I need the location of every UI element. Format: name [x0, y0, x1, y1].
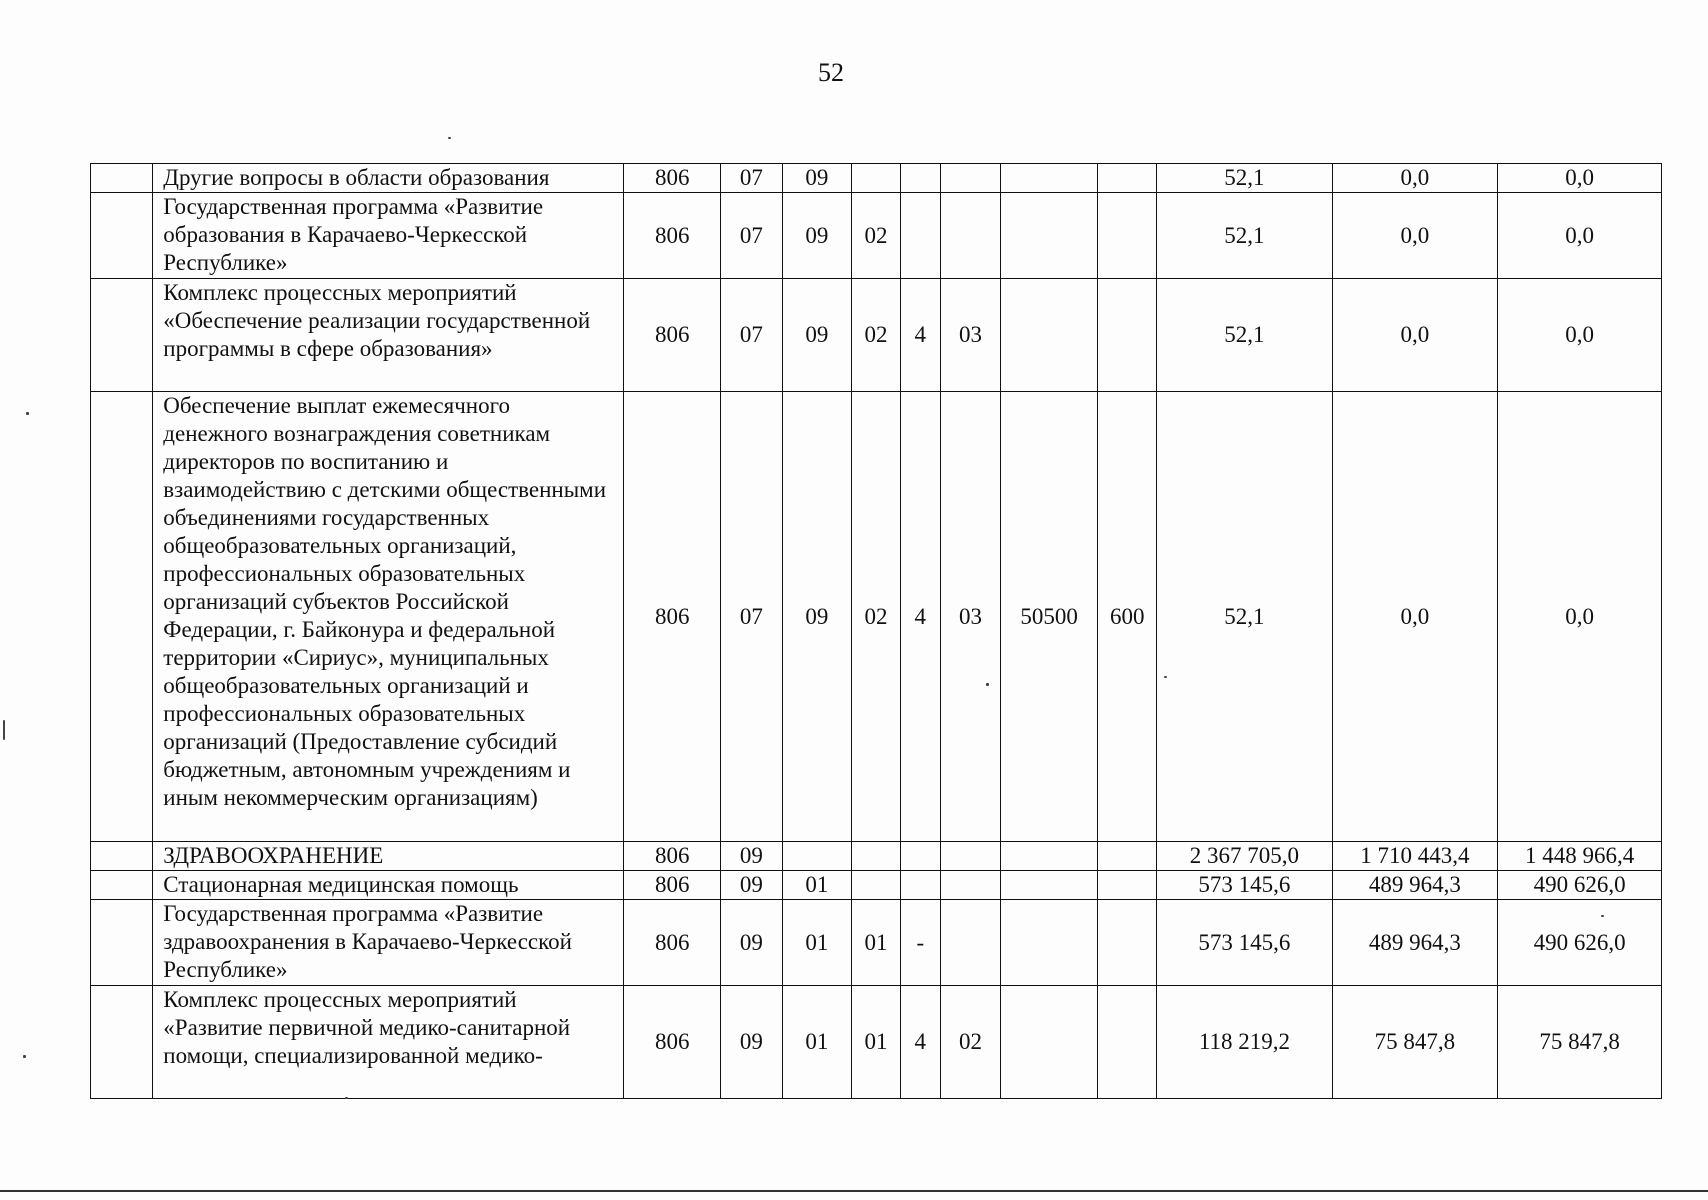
- budget-table: [90, 163, 1662, 1099]
- row-name-cell: ЗДРАВООХРАНЕНИЕ: [153, 842, 624, 871]
- scan-dot: [3, 720, 5, 740]
- code-cell-c2: 09: [721, 871, 782, 900]
- scan-dot: [1601, 915, 1604, 917]
- code-cell-c3: [782, 842, 852, 871]
- row-name-cell: Обеспечение выплат ежемесячного денежного вознаграждения советникам директоров по воспитанию и взаимодействию с детскими общественными объединениями государственных общеобразовательных организаций, профессиональных образовательных организаций субъектов Российской Федерации, г. Байконура и федеральной территории «Сириус», муниципальных общеобразовательных организаций и профессиональных образовательных организаций (Предоставление субсидий бюджетным, автономным учреждениям и иным некоммерческим организациям): [153, 392, 624, 842]
- code-cell-c2: 07: [721, 392, 782, 842]
- code-cell-c3: 09: [782, 279, 852, 392]
- amount-cell-v2: 0,0: [1332, 392, 1498, 842]
- table-row: [91, 279, 1662, 392]
- code-cell-c8: [1098, 871, 1157, 900]
- amount-cell-v2: 0,0: [1332, 164, 1498, 193]
- code-cell-c2: 07: [721, 279, 782, 392]
- code-cell-c8: [1098, 164, 1157, 193]
- amount-cell-v1: 118 219,2: [1157, 986, 1332, 1099]
- code-cell-c5: [900, 164, 940, 193]
- row-index-cell: [91, 193, 153, 279]
- code-cell-c7: [1001, 279, 1098, 392]
- code-cell-c2: 09: [721, 842, 782, 871]
- code-cell-c5: 4: [900, 986, 940, 1099]
- code-cell-c1: 806: [624, 986, 721, 1099]
- code-cell-c1: 806: [624, 279, 721, 392]
- amount-cell-v1: 52,1: [1157, 164, 1332, 193]
- code-cell-c1: 806: [624, 842, 721, 871]
- code-cell-c1: 806: [624, 392, 721, 842]
- amount-cell-v2: 0,0: [1332, 279, 1498, 392]
- scan-dot: [1164, 676, 1167, 678]
- amount-cell-v3: 490 626,0: [1498, 900, 1662, 986]
- code-cell-c3: 09: [782, 392, 852, 842]
- code-cell-c2: 09: [721, 986, 782, 1099]
- scan-dot: [26, 412, 29, 415]
- code-cell-c1: 806: [624, 164, 721, 193]
- row-index-cell: [91, 871, 153, 900]
- code-cell-c4: [852, 842, 901, 871]
- row-index-cell: [91, 986, 153, 1099]
- amount-cell-v1: 2 367 705,0: [1157, 842, 1332, 871]
- table-row: [91, 871, 1662, 900]
- code-cell-c1: 806: [624, 193, 721, 279]
- amount-cell-v3: 490 626,0: [1498, 871, 1662, 900]
- code-cell-c6: 02: [940, 986, 1000, 1099]
- code-cell-c3: 01: [782, 900, 852, 986]
- code-cell-c5: [900, 193, 940, 279]
- code-cell-c4: 01: [852, 986, 901, 1099]
- amount-cell-v3: 0,0: [1498, 193, 1662, 279]
- code-cell-c3: 09: [782, 164, 852, 193]
- code-cell-c4: 02: [852, 193, 901, 279]
- code-cell-c8: [1098, 842, 1157, 871]
- code-cell-c4: 02: [852, 392, 901, 842]
- code-cell-c5: [900, 842, 940, 871]
- code-cell-c2: 09: [721, 900, 782, 986]
- scan-dot: [23, 1055, 26, 1058]
- amount-cell-v1: 573 145,6: [1157, 871, 1332, 900]
- table-row: [91, 164, 1662, 193]
- row-index-cell: [91, 279, 153, 392]
- code-cell-c8: [1098, 900, 1157, 986]
- code-cell-c3: 01: [782, 986, 852, 1099]
- scan-dot: [986, 683, 989, 686]
- row-name-cell: Комплекс процессных мероприятий «Обеспечение реализации государственной программы в сфере образования»: [153, 279, 624, 392]
- row-index-cell: [91, 842, 153, 871]
- amount-cell-v1: 52,1: [1157, 392, 1332, 842]
- row-name-cell: Другие вопросы в области образования: [153, 164, 624, 193]
- amount-cell-v2: 489 964,3: [1332, 871, 1498, 900]
- code-cell-c3: 09: [782, 193, 852, 279]
- code-cell-c2: 07: [721, 164, 782, 193]
- code-cell-c6: [940, 842, 1000, 871]
- row-name-cell: Государственная программа «Развитие здравоохранения в Карачаево-Черкесской Республике»: [153, 900, 624, 986]
- code-cell-c1: 806: [624, 871, 721, 900]
- code-cell-c5: 4: [900, 392, 940, 842]
- table-row: [91, 842, 1662, 871]
- code-cell-c5: [900, 871, 940, 900]
- row-index-cell: [91, 164, 153, 193]
- table-row: [91, 193, 1662, 279]
- scan-dot: [345, 1097, 348, 1099]
- table-row: [91, 392, 1662, 842]
- amount-cell-v2: 75 847,8: [1332, 986, 1498, 1099]
- amount-cell-v3: 0,0: [1498, 279, 1662, 392]
- page-number: 52: [818, 58, 844, 87]
- table-row: [91, 986, 1662, 1099]
- code-cell-c5: 4: [900, 279, 940, 392]
- code-cell-c6: [940, 164, 1000, 193]
- code-cell-c7: [1001, 193, 1098, 279]
- code-cell-c4: [852, 871, 901, 900]
- code-cell-c3: 01: [782, 871, 852, 900]
- code-cell-c6: 03: [940, 279, 1000, 392]
- row-name-cell: Комплекс процессных мероприятий «Развитие первичной медико-санитарной помощи, специализированной медико-: [153, 986, 624, 1099]
- scan-dot: [448, 137, 451, 139]
- code-cell-c2: 07: [721, 193, 782, 279]
- code-cell-c4: [852, 164, 901, 193]
- table-row: [91, 900, 1662, 986]
- code-cell-c7: [1001, 842, 1098, 871]
- amount-cell-v3: 75 847,8: [1498, 986, 1662, 1099]
- amount-cell-v1: 52,1: [1157, 279, 1332, 392]
- amount-cell-v1: 573 145,6: [1157, 900, 1332, 986]
- code-cell-c7: [1001, 871, 1098, 900]
- code-cell-c7: [1001, 900, 1098, 986]
- amount-cell-v3: 0,0: [1498, 164, 1662, 193]
- code-cell-c4: 02: [852, 279, 901, 392]
- amount-cell-v2: 489 964,3: [1332, 900, 1498, 986]
- code-cell-c8: 600: [1098, 392, 1157, 842]
- amount-cell-v3: 0,0: [1498, 392, 1662, 842]
- row-index-cell: [91, 900, 153, 986]
- amount-cell-v2: 1 710 443,4: [1332, 842, 1498, 871]
- row-name-cell: Государственная программа «Развитие образования в Карачаево-Черкесской Республике»: [153, 193, 624, 279]
- code-cell-c8: [1098, 279, 1157, 392]
- amount-cell-v1: 52,1: [1157, 193, 1332, 279]
- code-cell-c6: [940, 900, 1000, 986]
- table-body: [91, 164, 1662, 1099]
- row-name-cell: Стационарная медицинская помощь: [153, 871, 624, 900]
- amount-cell-v2: 0,0: [1332, 193, 1498, 279]
- scan-edge: [0, 1190, 1708, 1192]
- code-cell-c8: [1098, 193, 1157, 279]
- code-cell-c1: 806: [624, 900, 721, 986]
- code-cell-c6: [940, 871, 1000, 900]
- code-cell-c6: [940, 193, 1000, 279]
- row-index-cell: [91, 392, 153, 842]
- amount-cell-v3: 1 448 966,4: [1498, 842, 1662, 871]
- code-cell-c8: [1098, 986, 1157, 1099]
- code-cell-c5: -: [900, 900, 940, 986]
- code-cell-c7: [1001, 986, 1098, 1099]
- code-cell-c6: 03: [940, 392, 1000, 842]
- code-cell-c4: 01: [852, 900, 901, 986]
- code-cell-c7: 50500: [1001, 392, 1098, 842]
- code-cell-c7: [1001, 164, 1098, 193]
